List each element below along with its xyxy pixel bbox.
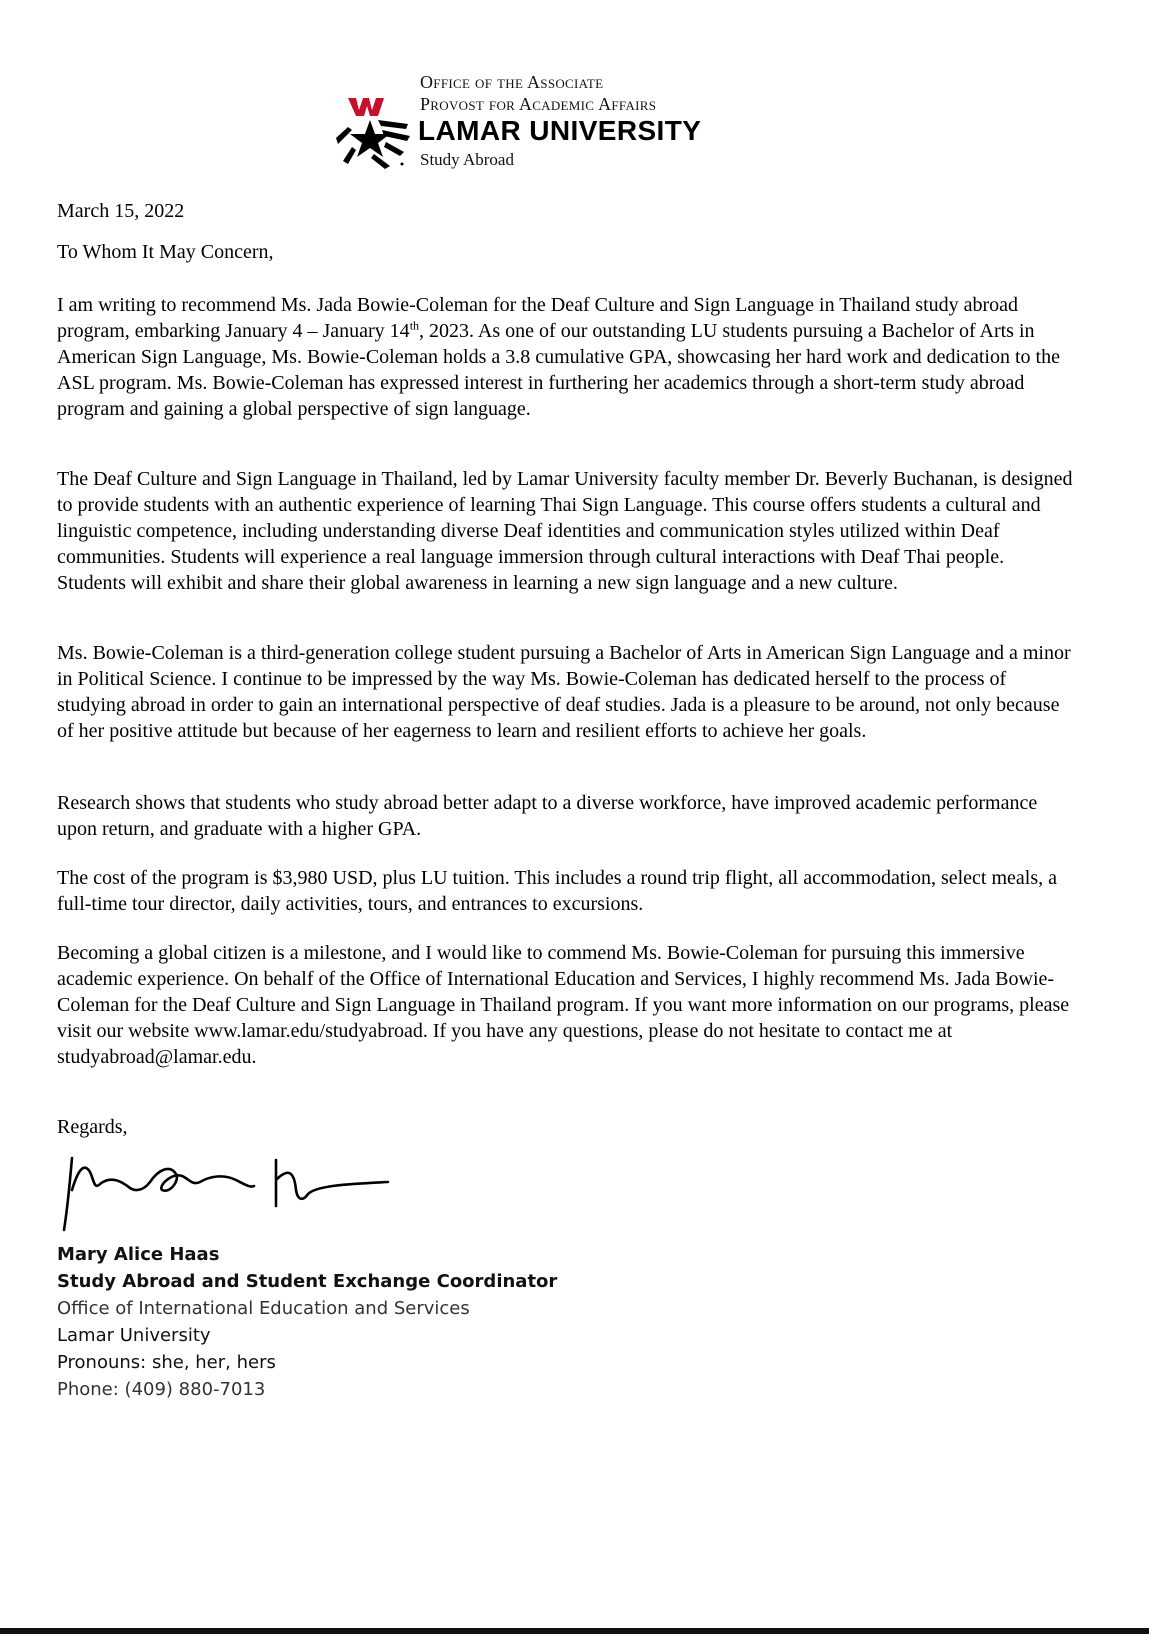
bottom-edge-bar — [0, 1628, 1149, 1634]
letterhead — [334, 70, 754, 180]
letter-date: March 15, 2022 — [57, 200, 185, 222]
paragraph-research: Research shows that students who study abroad better adapt to a diverse workforce, have improved academic performance upon return, and graduate with a higher GPA. — [57, 792, 1038, 840]
signatory-institution: Lamar University — [57, 1325, 211, 1346]
signatory-name: Mary Alice Haas — [57, 1244, 220, 1265]
signatory-office: Office of International Education and Services — [57, 1298, 470, 1319]
paragraph-closing-recommendation: Becoming a global citizen is a milestone, and I would like to commend Ms. Bowie-Coleman for pursuing this immersive academic experience. On behalf of the Office of International Education and Services, I highly recommend Ms. Jada Bowie-Coleman for the Deaf Culture and Sign Language in Thailand program. If you want more information on our programs, please visit our website www.lamar.edu/studyabroad. If you have any questions, please do not hesitate to contact me at studyabroad@lamar.edu. — [57, 942, 1070, 1068]
letterhead-provost-line: Provost for Academic Affairs — [420, 94, 657, 114]
letterhead-subtitle: Study Abroad — [420, 150, 514, 169]
signatory-title: Study Abroad and Student Exchange Coordinator — [57, 1271, 558, 1292]
ordinal-suffix: th — [409, 318, 420, 333]
letterhead-office-line: Office of the Associate — [420, 72, 604, 92]
paragraph-recommendation — [57, 292, 1077, 422]
signatory-pronouns: Pronouns: she, her, hers — [57, 1352, 276, 1373]
paragraph-student-profile: Ms. Bowie-Coleman is a third-generation college student pursuing a Bachelor of Arts in American Sign Language and a minor in Political Science. I continue to be impressed by the way Ms. Bowie-Coleman has dedicated herself to the process of studying abroad in order to gain an international perspective of deaf studies. Jada is a pleasure to be around, not only because of her positive attitude but because of her eagerness to learn and resilient efforts to achieve her goals. — [57, 642, 1071, 742]
paragraph-text: , 2023. As one of our outstanding LU students pursuing a Bachelor of Arts in American Sign Language, Ms. Bowie-Coleman holds a 3.8 cumulative GPA, showcasing her hard work and dedication to the ASL program. Ms. Bowie-Coleman has expressed interest in furthering her academics through a short-term study abroad program and gaining a global perspective of sign language. — [57, 320, 1060, 420]
paragraph-text: I am writing to recommend Ms. Jada Bowie-Coleman for the Deaf Culture and Sign Language in Thailand study abroad program, embarking January 4 – January 14 — [57, 294, 1019, 342]
lamar-university-logo — [334, 94, 414, 170]
handwritten-signature — [54, 1150, 404, 1240]
paragraph-cost: The cost of the program is $3,980 USD, plus LU tuition. This includes a round trip flight, all accommodation, select meals, a full-time tour director, daily activities, tours, and entrances to excursions. — [57, 867, 1057, 915]
letterhead-university-name: LAMAR UNIVERSITY — [418, 115, 702, 146]
letter-salutation: To Whom It May Concern, — [57, 241, 274, 263]
paragraph-program-description: The Deaf Culture and Sign Language in Thailand, led by Lamar University faculty member Dr. Beverly Buchanan, is designed to provide students with an authentic experience of learning Thai Sign Language. This course offers students a cultural and linguistic competence, including understanding diverse Deaf identities and communication styles utilized within Deaf communities. Students will experience a real language immersion through cultural interactions with Deaf Thai people. Students will exhibit and share their global awareness in learning a new sign language and a new culture. — [57, 468, 1073, 594]
signatory-phone: Phone: (409) 880-7013 — [57, 1379, 266, 1400]
letter-closing: Regards, — [57, 1116, 128, 1138]
